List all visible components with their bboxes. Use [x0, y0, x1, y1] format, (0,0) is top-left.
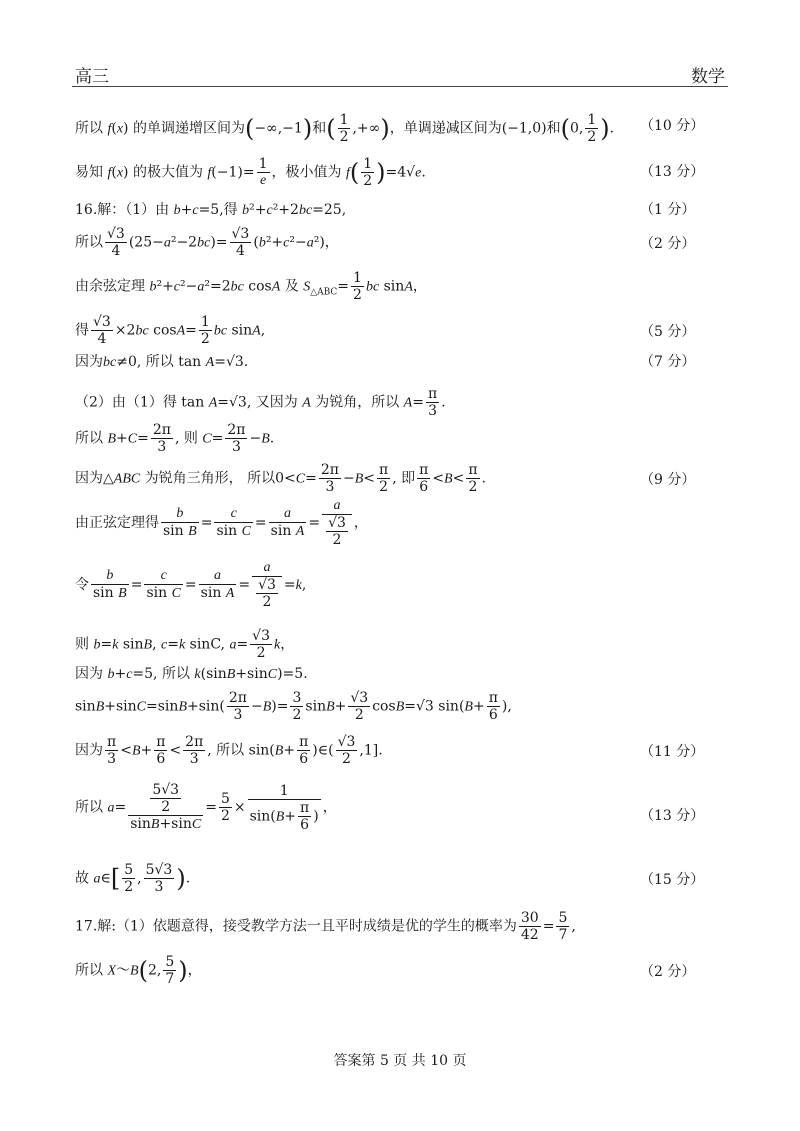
line-19: 17.解:（1）依题意得，接受教学方法一且平时成绩是优的学生的概率为 $\frac{30}{42}$ = $\frac{5}{7}$ ,	[75, 910, 576, 943]
score-2: （13 分）	[640, 164, 705, 180]
score-3: （1 分）	[640, 202, 696, 218]
line-20: 所以 X～B(2, $\frac{5}{7}$ )，	[75, 954, 202, 987]
score-7: （7 分）	[640, 354, 696, 370]
score-17: （13 分）	[640, 808, 705, 824]
score-1: （10 分）	[640, 118, 705, 134]
line-15: sinB+sinC=sinB+sin( $\frac{2\pi}{3}$ −B)= $\frac{3}{2}$ sinB+ $\frac{√3}{2}$ cosB=√3 sin(B+ $\frac{\pi}{6}$ ),	[75, 690, 512, 723]
score-4: （2 分）	[640, 236, 696, 252]
line-8: （2）由（1）得 tan A=√3, 又因为 A 为锐角，所以 A= $\frac{\pi}{3}$ .	[75, 386, 446, 419]
page-footer: 答案第 5 页 共 10 页	[333, 1053, 467, 1069]
score-20: （2 分）	[640, 964, 696, 980]
line-18: 故 a∈[ $\frac{5}{2}$ , $\frac{5√3}{3}$ ).	[75, 862, 191, 895]
line-1: 所以 f(x) 的单调递增区间为(−∞,−1)和( $\frac{1}{2}$ ,+∞)，单调递减区间为(−1,0)和(0, $\frac{1}{2}$ ).	[75, 112, 615, 145]
line-12: 令 $\frac{b}{\text{sin B}}$ = $\frac{c}{\text{sin C}}$ = $\frac{a}{\text{sin A}}$ = $\frac{a}{\frac{√3}{2}}$ =k,	[75, 560, 307, 610]
header-rule	[72, 86, 728, 87]
line-7: 因为bc≠0, 所以 tan A=√3.	[75, 354, 249, 370]
line-2: 易知 f(x) 的极大值为 f(−1)= $\frac{1}{e}$ ，极小值为 f( $\frac{1}{2}$ )=4√e.	[75, 156, 426, 189]
score-6: （5 分）	[640, 324, 696, 340]
line-10: 因为△ABC 为锐角三角形， 所以0<C= $\frac{2\pi}{3}$ −B< $\frac{\pi}{2}$ , 即 $\frac{\pi}{6}$ <B< $\frac{\pi}{2}$ .	[75, 462, 486, 495]
line-16: 因为 $\frac{\pi}{3}$ <B+ $\frac{\pi}{6}$ < $\frac{2\pi}{3}$ , 所以 sin(B+ $\frac{\pi}{6}$ )∈( $\frac{√3}{2}$ ,1].	[75, 734, 383, 767]
line-6: 得 $\frac{√3}{4}$ ×2bc cosA= $\frac{1}{2}$ bc sinA,	[75, 314, 266, 347]
header-right: 数学	[691, 67, 725, 87]
score-18: （15 分）	[640, 872, 705, 888]
line-13: 则 b=k sinB, c=k sinC, a= $\frac{√3}{2}$ k，	[75, 628, 295, 661]
score-16: （11 分）	[640, 744, 705, 760]
score-10: （9 分）	[640, 472, 696, 488]
line-11: 由正弦定理得 $\frac{b}{\text{sin B}}$ = $\frac{c}{\text{sin C}}$ = $\frac{a}{\text{sin A}}$ = $\frac{a}{\frac{√3}{2}}$ ，	[75, 498, 368, 548]
line-3: 16.解：（1）由 b+c=5,得 b²+c²+2bc=25,	[75, 202, 347, 218]
line-9: 所以 B+C= $\frac{2\pi}{3}$ , 则 C= $\frac{2\pi}{3}$ −B.	[75, 422, 275, 455]
line-14: 因为 b+c=5, 所以 k(sinB+sinC)=5.	[75, 666, 308, 682]
line-5: 由余弦定理 b²+c²−a²=2bc cosA 及 $S_{\triangle ABC}=$ $\frac{1}{2}$ bc sinA，	[75, 270, 427, 303]
line-4: 所以 $\frac{√3}{4}$ (25−a²−2bc)= $\frac{√3}{4}$ (b²+c²−a²)，	[75, 226, 339, 259]
line-17: 所以 a= $\frac{\frac{5√3}{2}}{\sin B+\sin C}$ = $\frac{5}{2}$ × 1 sin(B+ $\frac{\pi}{6}$ ) ，	[75, 782, 337, 833]
header-left: 高三	[75, 67, 109, 87]
